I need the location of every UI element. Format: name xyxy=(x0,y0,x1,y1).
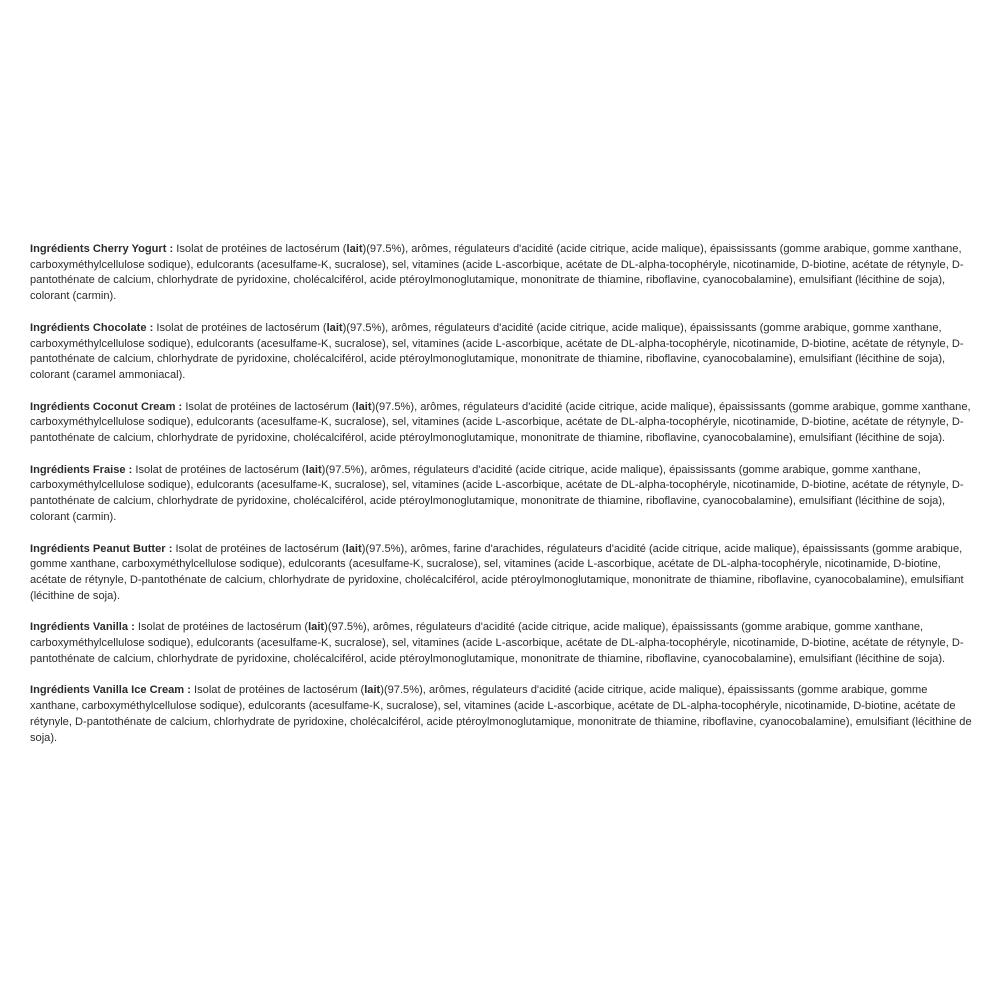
entry-text: Isolat de protéines de lactosérum ( xyxy=(175,542,346,555)
allergen-label: lait xyxy=(308,621,325,634)
entry-text: )(97.5%), arômes, farine d'arachides, régulateurs d'acidité (acide citrique, acide malique), épaississants (gomme arabique, gomme xanthane, carboxyméthylcellulose sodique), edulcorants (acesulfame-K, sucralose), sel, vitamines (acide L-ascorbique, acétate de DL-alpha-tocophéryle, nicotinamide, D-biotine, acétate de rétynyle, D-pantothénate de calcium, chlorhydrate de pyridoxine, cholécalciférol, acide ptéroylmonoglutamique, mononitrate de thiamine, riboflavine, cyanocobalamine), emulsifiant (lécithine de soja). xyxy=(30,542,964,602)
ingredients-list xyxy=(30,242,975,762)
entry-text: )(97.5%), arômes, régulateurs d'acidité (acide citrique, acide malique), épaississants (gomme arabique, gomme xanthane, carboxyméthylcellulose sodique), edulcorants (acesulfame-K, sucralose), sel, vitamines (acide L-ascorbique, acétate de DL-alpha-tocophéryle, nicotinamide, D-biotine, acétate de rétynyle, D-pantothénate de calcium, chlorhydrate de pyridoxine, cholécalciférol, acide ptéroylmonoglutamique, mononitrate de thiamine, riboflavine, cyanocobalamine), emulsifiant (lécithine de soja), colorant (carmin). xyxy=(30,463,964,523)
entry-text: Isolat de protéines de lactosérum ( xyxy=(135,463,306,476)
entry-text: Isolat de protéines de lactosérum ( xyxy=(176,243,347,255)
entry-text: )(97.5%), arômes, régulateurs d'acidité (acide citrique, acide malique), épaississants (gomme arabique, gomme xanthane, carboxyméthylcellulose sodique), edulcorants (acesulfame-K, sucralose), sel, vitamines (acide L-ascorbique, acétate de DL-alpha-tocophéryle, nicotinamide, D-biotine, acétate de rétynyle, D-pantothénate de calcium, chlorhydrate de pyridoxine, cholécalciférol, acide ptéroylmonoglutamique, mononitrate de thiamine, riboflavine, cyanocobalamine), emulsifiant (lécithine de soja). xyxy=(30,621,964,665)
entry-text: )(97.5%), arômes, régulateurs d'acidité (acide citrique, acide malique), épaississants (gomme arabique, gomme xanthane, carboxyméthylcellulose sodique), edulcorants (acesulfame-K, sucralose), sel, vitamines (acide L-ascorbique, acétate de DL-alpha-tocophéryle, nicotinamide, D-biotine, acétate de rétynyle, D-pantothénate de calcium, chlorhydrate de pyridoxine, cholécalciférol, acide ptéroylmonoglutamique, mononitrate de thiamine, riboflavine, cyanocobalamine), emulsifiant (lécithine de soja), colorant (carmin). xyxy=(30,243,964,303)
allergen-label: lait xyxy=(355,400,372,413)
ingredients-coconut-cream xyxy=(30,400,975,447)
ingredients-chocolate xyxy=(30,321,975,384)
entry-text: )(97.5%), arômes, régulateurs d'acidité (acide citrique, acide malique), épaississants (gomme arabique, gomme xanthane, carboxyméthylcellulose sodique), edulcorants (acesulfame-K, sucralose), sel, vitamines (acide L-ascorbique, acétate de DL-alpha-tocophéryle, nicotinamide, D-biotine, acétate de rétynyle, D-pantothénate de calcium, chlorhydrate de pyridoxine, cholécalciférol, acide ptéroylmonoglutamique, mononitrate de thiamine, riboflavine, cyanocobalamine), emulsifiant (lécithine de soja). xyxy=(30,684,972,744)
entry-text: )(97.5%), arômes, régulateurs d'acidité (acide citrique, acide malique), épaississants (gomme arabique, gomme xanthane, carboxyméthylcellulose sodique), edulcorants (acesulfame-K, sucralose), sel, vitamines (acide L-ascorbique, acétate de DL-alpha-tocophéryle, nicotinamide, D-biotine, acétate de rétynyle, D-pantothénate de calcium, chlorhydrate de pyridoxine, cholécalciférol, acide ptéroylmonoglutamique, mononitrate de thiamine, riboflavine, cyanocobalamine), emulsifiant (lécithine de soja). xyxy=(30,400,971,445)
ingredients-fraise xyxy=(30,463,975,526)
entry-heading: Ingrédients Vanilla : xyxy=(30,621,138,634)
allergen-label: lait xyxy=(345,542,362,555)
entry-text: Isolat de protéines de lactosérum ( xyxy=(194,684,365,697)
entry-heading: Ingrédients Cherry Yogurt : xyxy=(30,243,177,255)
entry-heading: Ingrédients Vanilla Ice Cream : xyxy=(30,684,195,697)
allergen-label: lait xyxy=(326,321,343,334)
ingredients-vanilla xyxy=(30,620,975,667)
ingredients-cherry-yogurt xyxy=(30,242,975,305)
entry-heading: Ingrédients Coconut Cream : xyxy=(30,400,186,413)
entry-text: Isolat de protéines de lactosérum ( xyxy=(156,321,327,334)
allergen-label: lait xyxy=(346,243,363,255)
entry-heading: Ingrédients Chocolate : xyxy=(30,321,157,334)
allergen-label: lait xyxy=(364,684,381,697)
ingredients-vanilla-ice-cream xyxy=(30,683,975,746)
allergen-label: lait xyxy=(305,463,322,476)
entry-heading: Ingrédients Peanut Butter : xyxy=(30,542,176,555)
entry-text: Isolat de protéines de lactosérum ( xyxy=(185,400,356,413)
entry-text: )(97.5%), arômes, régulateurs d'acidité (acide citrique, acide malique), épaississants (gomme arabique, gomme xanthane, carboxyméthylcellulose sodique), edulcorants (acesulfame-K, sucralose), sel, vitamines (acide L-ascorbique, acétate de DL-alpha-tocophéryle, nicotinamide, D-biotine, acétate de rétynyle, D-pantothénate de calcium, chlorhydrate de pyridoxine, cholécalciférol, acide ptéroylmonoglutamique, mononitrate de thiamine, riboflavine, cyanocobalamine), emulsifiant (lécithine de soja), colorant (caramel ammoniacal). xyxy=(30,321,964,381)
entry-heading: Ingrédients Fraise : xyxy=(30,463,136,476)
ingredients-peanut-butter xyxy=(30,542,975,605)
entry-text: Isolat de protéines de lactosérum ( xyxy=(137,621,309,634)
